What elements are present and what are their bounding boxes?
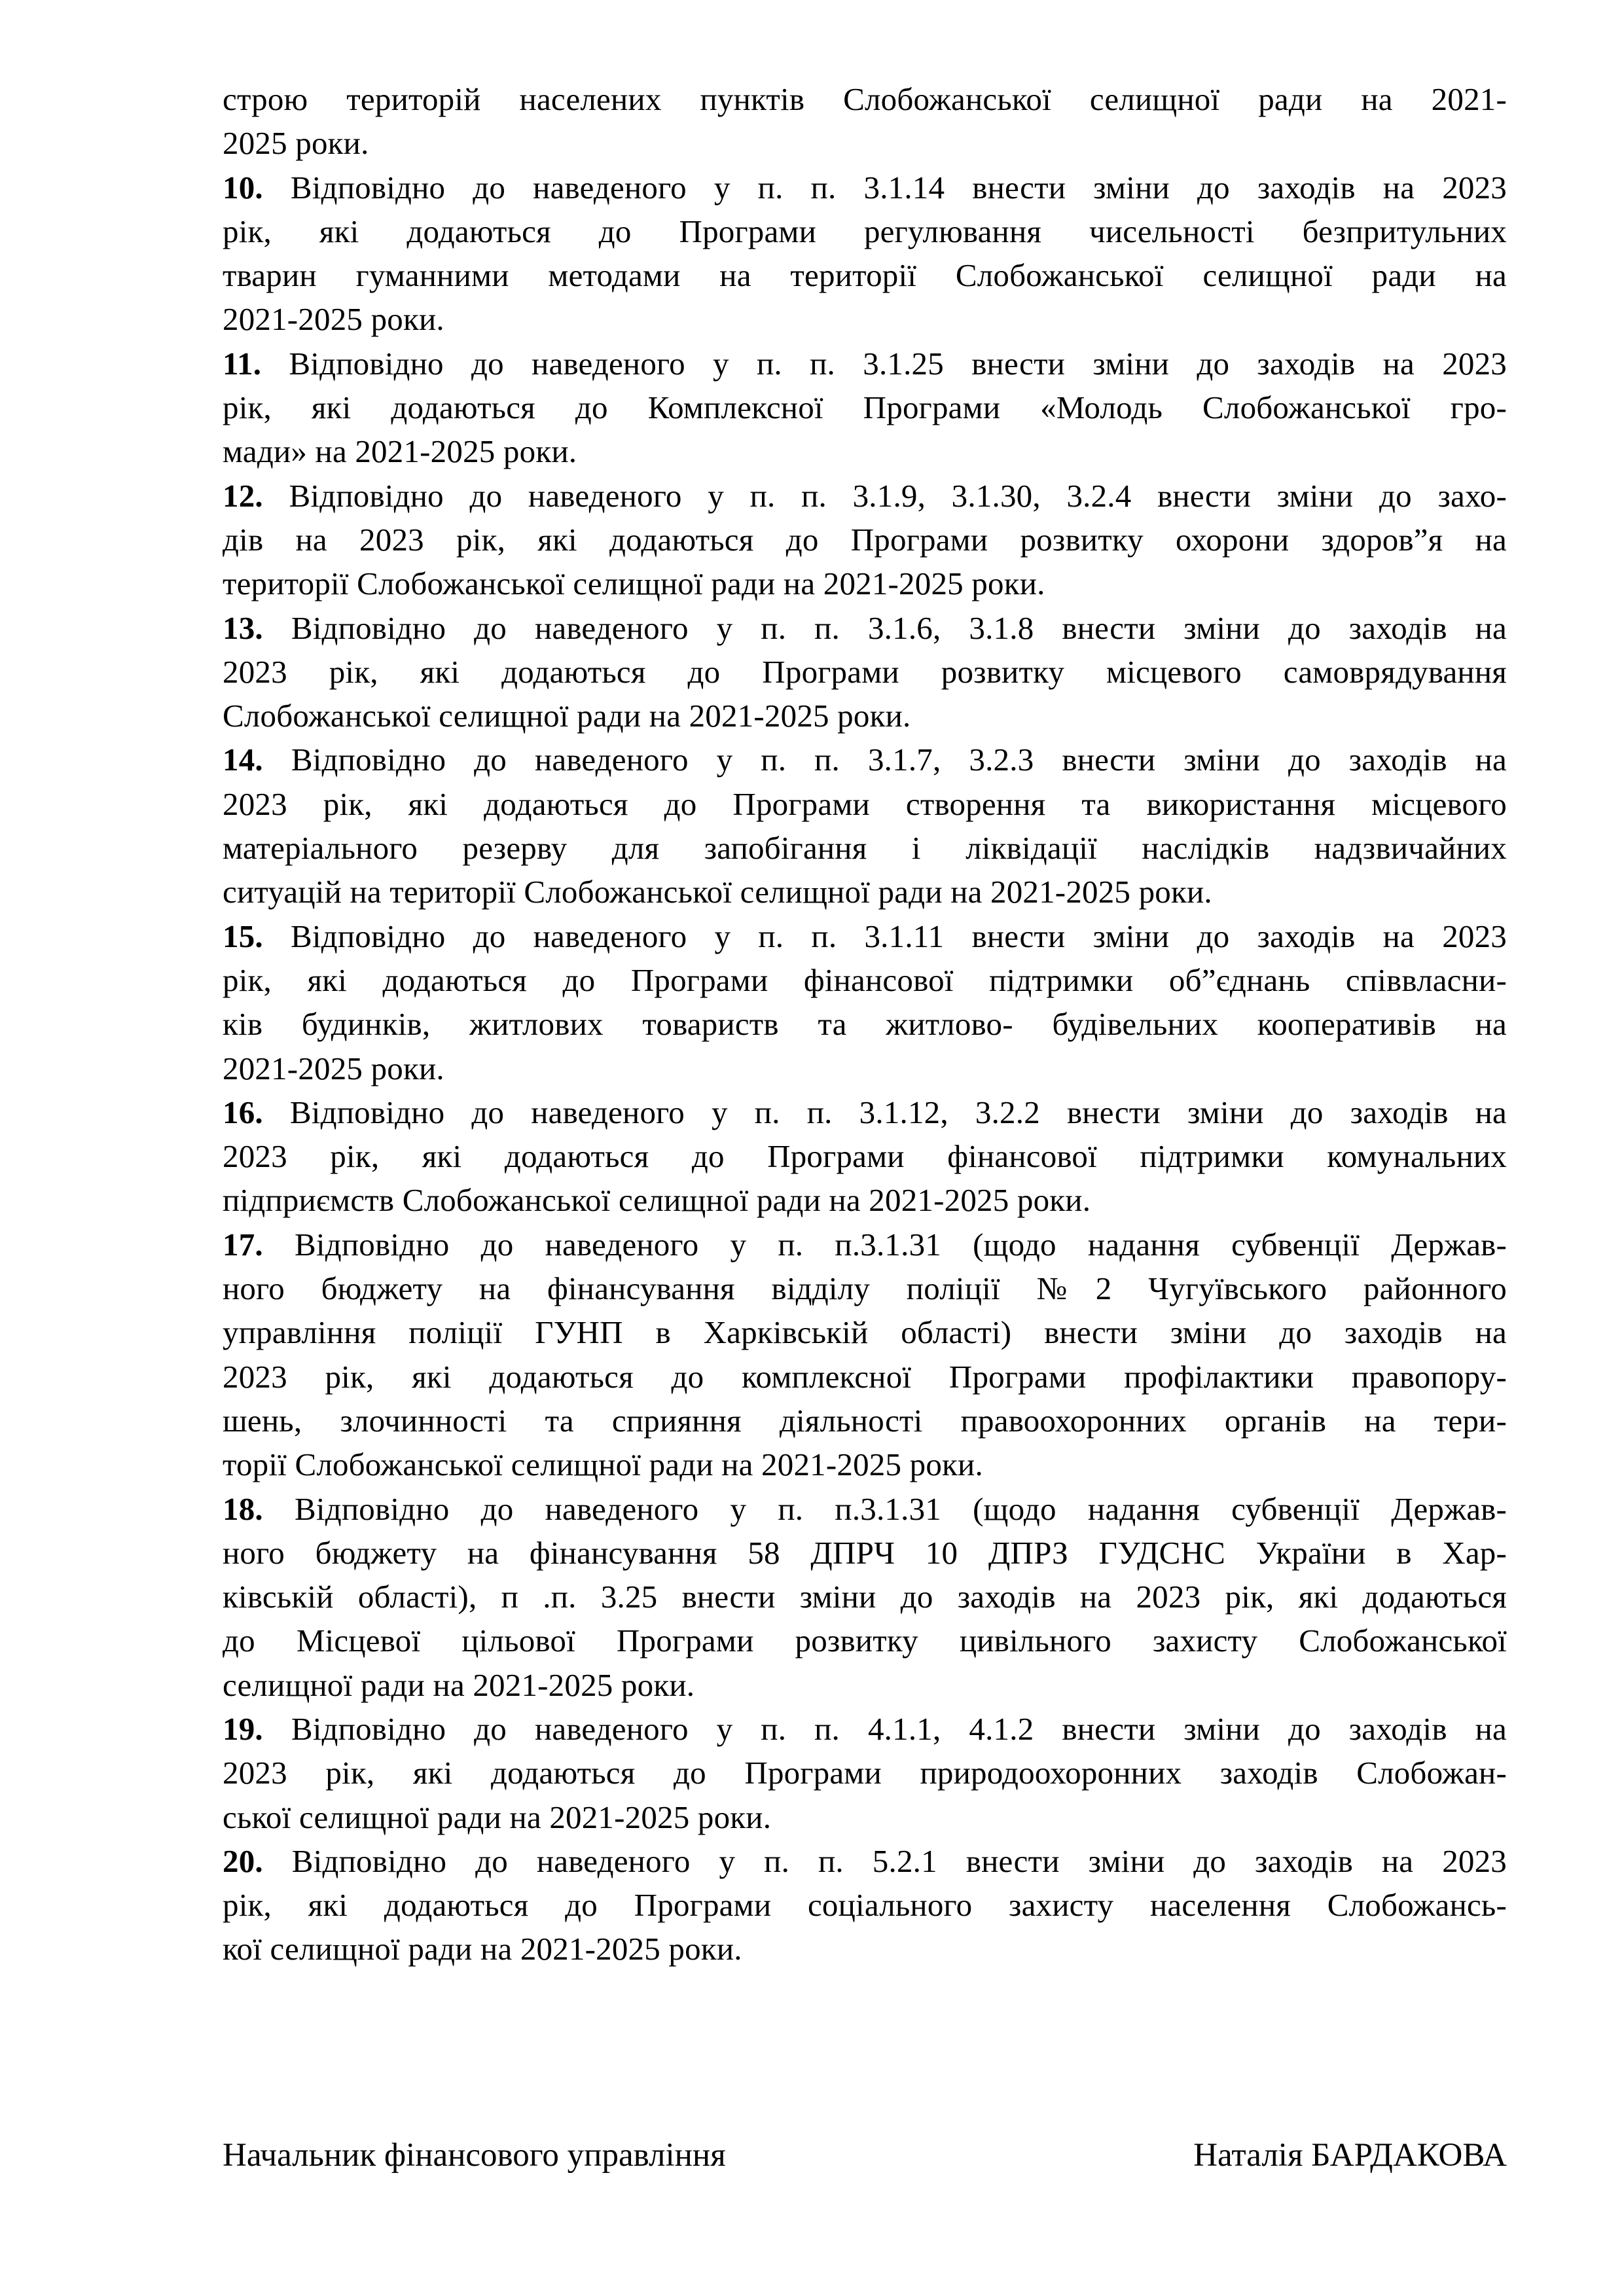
text-line: 2023 рік, які додаються до комплексної Програми профілактики правопору- [223, 1358, 1507, 1395]
signature-row [223, 2132, 1507, 2178]
document-text-block [223, 77, 1507, 1971]
text-line: 12. Відповідно до наведеного у п. п. 3.1.9, 3.1.30, 3.2.4 внести зміни до захо- [223, 477, 1507, 514]
footer-signature-title: Начальник фінансового управління [223, 2137, 726, 2174]
text-line: торії Слобожанської селищної ради на 2021-2025 роки. [223, 1446, 983, 1483]
text-line: Слобожанської селищної ради на 2021-2025 роки. [223, 698, 911, 734]
text-line: рік, які додаються до Програми соціального захисту населення Слобожансь- [223, 1887, 1507, 1924]
item-number: 18. [223, 1490, 263, 1527]
text-line: 10. Відповідно до наведеного у п. п. 3.1.14 внести зміни до заходів на 2023 [223, 169, 1507, 206]
text-line: 2021-2025 роки. [223, 1050, 444, 1086]
item-number: 19. [223, 1710, 263, 1747]
text-line: шень, злочинності та сприяння діяльності правоохоронних органів на тери- [223, 1402, 1507, 1439]
text-line: управління поліції ГУНП в Харківській області) внести зміни до заходів на [223, 1314, 1507, 1351]
item-number: 10. [223, 169, 263, 206]
item-number: 15. [223, 918, 263, 954]
item-number: 13. [223, 609, 263, 646]
text-line: строю територій населених пунктів Слобожанської селищної ради на 2021- [223, 81, 1507, 117]
text-line: ного бюджету на фінансування відділу поліції №2 Чугуївського районного [223, 1270, 1507, 1307]
text-line: 19. Відповідно до наведеного у п. п. 4.1.1, 4.1.2 внести зміни до заходів на [223, 1710, 1507, 1747]
text-line: тварин гуманними методами на території Слобожанської селищної ради на [223, 257, 1507, 294]
item-number: 11. [223, 345, 262, 382]
text-line: 2023 рік, які додаються до Програми розвитку місцевого самоврядування [223, 653, 1507, 690]
item-number: 14. [223, 742, 263, 778]
text-line: 2023 рік, які додаються до Програми природоохоронних заходів Слобожан- [223, 1755, 1507, 1791]
text-line: 11. Відповідно до наведеного у п. п. 3.1.25 внести зміни до заходів на 2023 [223, 345, 1507, 382]
text-line: ківській області), п .п. 3.25 внести зміни до заходів на 2023 рік, які додаються [223, 1579, 1507, 1615]
text-line: ків будинків, житлових товариств та житлово- будівельних кооперативів на [223, 1006, 1507, 1043]
text-line: 15. Відповідно до наведеного у п. п. 3.1.11 внести зміни до заходів на 2023 [223, 918, 1507, 954]
text-line: рік, які додаються до Комплексної Програми «Молодь Слобожанської гро- [223, 389, 1507, 426]
footer-signature-name: Наталія БАРДАКОВА [1193, 2137, 1507, 2174]
text-line: ного бюджету на фінансування 58 ДПРЧ 10 ДПРЗ ГУДСНС України в Хар- [223, 1534, 1507, 1571]
text-line: 13. Відповідно до наведеного у п. п. 3.1.6, 3.1.8 внести зміни до заходів на [223, 609, 1507, 646]
item-number: 12. [223, 477, 263, 514]
text-line: 2025 роки. [223, 125, 369, 162]
text-line: ситуацій на території Слобожанської селищної ради на 2021-2025 роки. [223, 874, 1212, 910]
text-line: кої селищної ради на 2021-2025 роки. [223, 1931, 742, 1967]
text-line: 2021-2025 роки. [223, 301, 444, 338]
item-number: 17. [223, 1226, 263, 1263]
item-number: 20. [223, 1842, 263, 1879]
text-line: дів на 2023 рік, які додаються до Програми розвитку охорони здоров”я на [223, 521, 1507, 558]
text-line: 20. Відповідно до наведеного у п. п. 5.2.1 внести зміни до заходів на 2023 [223, 1842, 1507, 1879]
text-line: 17. Відповідно до наведеного у п. п.3.1.31 (щодо надання субвенції Держав- [223, 1226, 1507, 1263]
text-line: території Слобожанської селищної ради на 2021-2025 роки. [223, 565, 1045, 602]
text-line: селищної ради на 2021-2025 роки. [223, 1666, 695, 1703]
text-line: мади» на 2021-2025 роки. [223, 433, 577, 470]
item-number: 16. [223, 1094, 263, 1130]
text-line: рік, які додаються до Програми фінансової підтримки об”єднань співвласни- [223, 961, 1507, 998]
text-line: 14. Відповідно до наведеного у п. п. 3.1.7, 3.2.3 внести зміни до заходів на [223, 742, 1507, 778]
text-line: рік, які додаються до Програми регулювання чисельності безпритульних [223, 213, 1507, 249]
text-line: 16. Відповідно до наведеного у п. п. 3.1.12, 3.2.2 внести зміни до заходів на [223, 1094, 1507, 1130]
text-line: 2023 рік, які додаються до Програми створення та використання місцевого [223, 785, 1507, 822]
text-line: до Місцевої цільової Програми розвитку цивільного захисту Слобожанської [223, 1623, 1507, 1659]
text-line: 18. Відповідно до наведеного у п. п.3.1.31 (щодо надання субвенції Держав- [223, 1490, 1507, 1527]
text-line: матеріального резерву для запобігання і ліквідації наслідків надзвичайних [223, 830, 1507, 867]
text-line: ської селищної ради на 2021-2025 роки. [223, 1799, 772, 1835]
text-line: 2023 рік, які додаються до Програми фінансової підтримки комунальних [223, 1138, 1507, 1175]
text-line: підприємств Слобожанської селищної ради на 2021-2025 роки. [223, 1182, 1091, 1219]
